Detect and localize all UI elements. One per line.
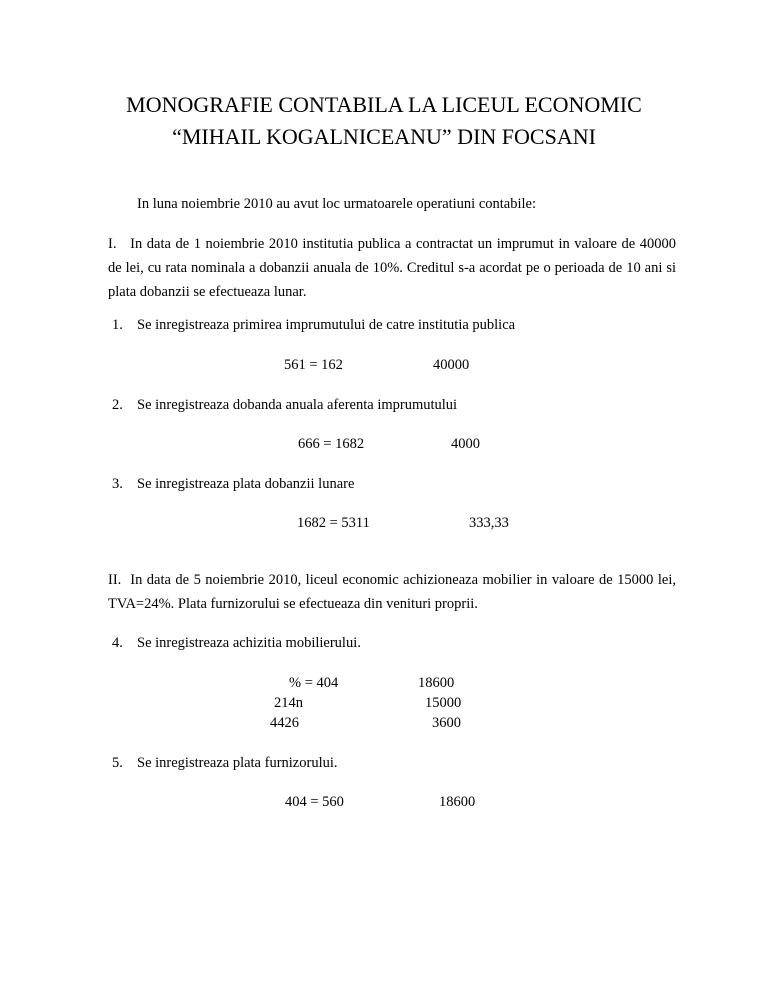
intro-paragraph: In luna noiembrie 2010 au avut loc urmatoarele operatiuni contabile: (137, 196, 537, 212)
section-paragraph (108, 232, 676, 304)
sub-entry-account: 214n (274, 695, 303, 711)
journal-entry-accounts: 1682 = 5311 (297, 515, 370, 531)
sub-entry-account: 4426 (270, 715, 299, 731)
operation-description: Se inregistreaza plata dobanzii lunare (137, 476, 355, 492)
journal-entry-accounts: % = 404 (289, 675, 339, 691)
journal-entry-amount: 4000 (451, 436, 480, 452)
operation-number: 1. (112, 317, 123, 333)
section-text: In data de 1 noiembrie 2010 institutia publica a contractat un imprumut in valoare de 40000 de lei, cu rata nominala a dobanzii anuala de 10%. Creditul s-a acordat pe o perioada de 10 ani si plata dobanzii se efectueaza lunar. (108, 236, 677, 300)
sub-entry-amount: 3600 (432, 715, 461, 731)
operation-description: Se inregistreaza plata furnizorului. (137, 755, 338, 771)
operation-description: Se inregistreaza primirea imprumutului de catre institutia publica (137, 317, 516, 333)
section-text: In data de 5 noiembrie 2010, liceul economic achizioneaza mobilier in valoare de 15000 lei, TVA=24%. Plata furnizorului se efectueaza din venituri proprii. (108, 572, 676, 612)
operation-description: Se inregistreaza achizitia mobilierului. (137, 635, 361, 651)
operation-number: 2. (112, 397, 123, 413)
section-number: II. (108, 572, 122, 588)
section-number: I. (108, 236, 117, 252)
operation-number: 4. (112, 635, 123, 651)
operation-number: 3. (112, 476, 123, 492)
journal-entry-amount: 40000 (433, 357, 470, 373)
operation-description: Se inregistreaza dobanda anuala aferenta imprumutului (137, 397, 458, 413)
journal-entry-accounts: 561 = 162 (284, 357, 343, 373)
journal-entry-amount: 18600 (418, 675, 455, 691)
section-paragraph (108, 568, 676, 616)
journal-entry-accounts: 666 = 1682 (298, 436, 365, 452)
document-title-line-1: MONOGRAFIE CONTABILA LA LICEUL ECONOMIC (126, 92, 642, 117)
journal-entry-accounts: 404 = 560 (285, 794, 344, 810)
journal-entry-amount: 333,33 (469, 515, 509, 531)
journal-entry-amount: 18600 (439, 794, 476, 810)
sub-entry-amount: 15000 (425, 695, 462, 711)
document-title-line-2: “MIHAIL KOGALNICEANU” DIN FOCSANI (172, 124, 596, 149)
operation-number: 5. (112, 755, 123, 771)
